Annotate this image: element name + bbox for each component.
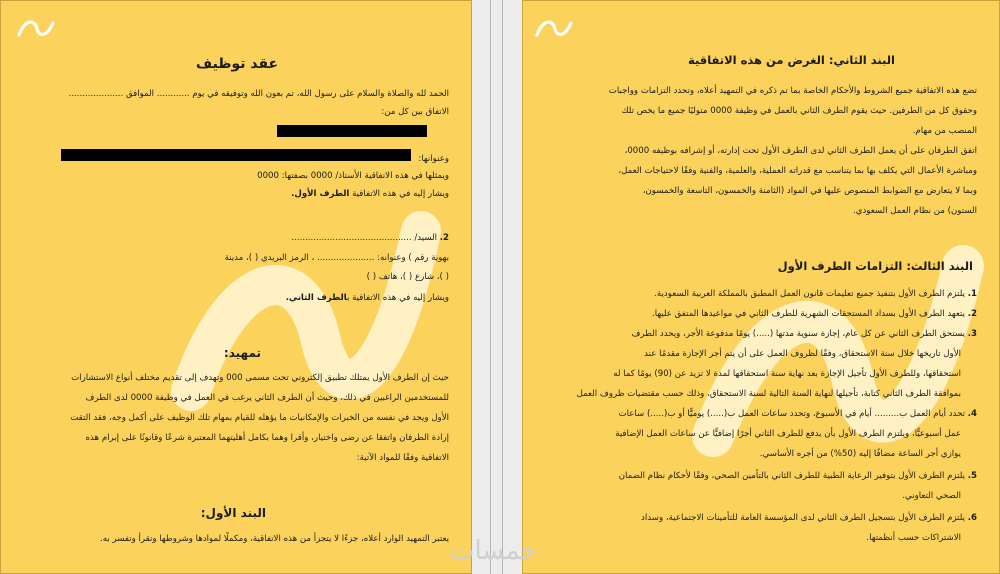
document-page-right	[522, 0, 1000, 574]
clause-2-heading: البند الثاني: الغرض من هذه الاتفاقية	[688, 53, 895, 67]
item-number: 6.	[967, 513, 977, 523]
item-text: الأول تاريخها خلال سنة الاستحقاق، وفقًا لظروف العمل على أن يتم أجر الإجازة مقدمًا عند	[644, 349, 961, 359]
item-text: يلتزم الطرف الأول بتسجيل الطرف الثاني لدى المؤسسة العامة للتأمينات الاجتماعية، وسداد	[641, 513, 966, 523]
preamble-line: الأول ويجد في نفسه من الخبرات والإمكانيات ما يؤهله للقيام بمهام تلك الوظيف على أكمل وجه، فقد التقت	[70, 413, 449, 423]
item-text: بموافقة الطرف الثاني كتابة، تأجيلها لنهاية السنة التالية لسنة الاستحقاق، وذلك حسب مقتضيات ظروف العمل	[576, 389, 961, 399]
parties-intro: الاتفاق بين كل من:	[381, 107, 449, 117]
clause-3-item	[866, 533, 961, 544]
preamble-heading: تمهيد:	[223, 346, 261, 360]
item-text: يوازي أجر الساعة مضافًا إليه (50%) من أجره الأساسي.	[759, 449, 961, 459]
item-number: 1.	[967, 289, 977, 299]
clause-2-line: الستون) من نظام العمل السعودي.	[853, 206, 977, 216]
clause-3-item	[615, 429, 961, 440]
site-watermark: خمسات	[450, 536, 537, 566]
first-party-prefix: ويشار إليه في هذه الاتفاقية	[352, 189, 449, 199]
representative-line: ويمثلها في هذه الاتفاقية الأستاذ/ 0000 بصفتها: 0000	[257, 171, 449, 181]
item-number: 3.	[967, 329, 977, 339]
clause-3-heading: البند الثالث: التزامات الطرف الأول	[777, 259, 973, 273]
second-party-name-line	[291, 233, 449, 244]
item-text: تحدد أيام العمل ب......... أيام في الأسبوع، وتحدد ساعات العمل ب(.....) يوميًّا أو ب(.....) ساعات	[618, 409, 966, 419]
clause-3-item	[631, 329, 977, 340]
page-gutter	[472, 0, 522, 574]
item-text: يستحق الطرف الثاني عن كل عام، إجازة سنوية مدتها (.....) يومًا مدفوعة الأجر، ويحدد الطرف	[631, 329, 966, 339]
item-text: الصحي التعاوني.	[902, 491, 961, 501]
second-party-label: الطرف الثاني.	[285, 293, 347, 303]
clause-3-item	[902, 491, 961, 502]
item-text: عمل أسبوعيًّا، ويلتزم الطرف الأول بأن يدفع للطرف الثاني أجرًا إضافيًّا عن ساعات العمل الإضافية	[615, 429, 961, 439]
clause-3-item	[652, 309, 977, 320]
second-party-line	[286, 293, 449, 304]
gutter-rule	[502, 0, 503, 574]
first-party-line	[291, 189, 449, 200]
clause-2-line: اتفق الطرفان على أن يعمل الطرف الثاني لدى الطرف الأول تحت إدارته، أو إشرافه بوظيفه 0000،	[624, 146, 977, 156]
clause-2-line: ومباشرة الأعمال التي يكلف بها بما يتناسب مع قدراته العملية، والعلمية، والفنية وفقًا لاحتياجات العمل،	[618, 166, 977, 176]
item-text: يلتزم الطرف الأول بتنفيذ جميع تعليمات قانون العمل المطبق بالمملكة العربية السعودية.	[654, 289, 966, 299]
brand-logo-icon	[15, 15, 57, 41]
item-text: يتعهد الطرف الأول بسداد المستحقات الشهرية للطرف الثاني في مواعيدها المتفق عليها.	[652, 309, 966, 319]
preamble-line: حيث إن الطرف الأول يمتلك تطبيق إلكتروني تحت مسمى 000 وتهدف إلى تقديم مختلف أنواع الاستشارات	[71, 373, 449, 383]
clause-3-item	[641, 513, 977, 524]
id-line: بهوية رقم ) وعنوانه: ..................... ، الرمز البريدي ( )، مدينة	[224, 253, 449, 263]
clause-3-item	[619, 409, 977, 420]
clause-3-item	[760, 449, 961, 460]
clause-2-line: وبما لا يتعارض مع الضوابط المنصوص عليها في المواد (الثامنة والخمسون، التاسعة والخمسون،	[642, 186, 977, 196]
clause-2-line: المنصب من مهام.	[912, 126, 977, 136]
item-text: يلتزم الطرف الأول بتوفير الرعاية الطبية للطرف الثاني بالتأمين الصحي، وفقًا لأحكام نظام الضمان	[618, 471, 966, 481]
item-number: 2.	[439, 233, 449, 243]
preamble-line: إرادة الطرفان واتفقا عن رضى واختيار، وأقرا وهما بكامل أهليتهما المعتبرة شرعًا وقانونًا على إبرام هذه	[85, 433, 449, 443]
preamble-line: للمستخدمين الراغبين في ذلك، وحيث أن الطرف الثاني يرغب في العمل في وظيفة 0000 لدى الطرف	[85, 393, 449, 403]
item-number: 5.	[967, 471, 977, 481]
clause-2-line: تضع هذه الاتفاقية جميع الشروط والأحكام الخاصة بما تم ذكره في التمهيد أعلاه، وتحدد التزامات وواجبات	[608, 86, 977, 96]
document-page-left	[0, 0, 472, 574]
brand-logo-icon	[533, 15, 575, 41]
first-party-label: الطرف الأول.	[291, 189, 350, 199]
clause-1-text: يعتبر التمهيد الوارد أعلاه، جزءًا لا يتجزأ من هذه الاتفاقية، ومكملًا لموادها وشروطها وتقرأ وتفسر به.	[100, 534, 449, 544]
preamble-line: الاتفاقية وفقًا للمواد الآتية:	[356, 453, 449, 463]
clause-2-line: وحقوق كل من الطرفين. حيث يقوم الطرف الثاني بالعمل في وظيفة 0000 متوليًا جميع ما يخص تلك	[621, 106, 977, 116]
clause-3-item	[644, 349, 961, 360]
redacted-address	[61, 149, 411, 161]
second-party-name: السيد/ ............................................	[291, 233, 438, 243]
contract-title: عقد توظيف	[195, 56, 279, 72]
clause-3-item	[619, 471, 977, 482]
item-text: الاشتراكات حسب أنظمتها.	[866, 533, 961, 543]
street-line: ( )، شارع ( )، هاتف ( )	[366, 272, 449, 282]
second-party-prefix: ويشار إليه في هذه الاتفاقية ب	[346, 293, 449, 303]
item-number: 4.	[967, 409, 977, 419]
gutter-rule	[490, 0, 491, 574]
clause-3-item	[613, 369, 961, 380]
item-number: 2.	[967, 309, 977, 319]
clause-1-heading: البند الأول:	[200, 506, 266, 520]
item-text: استحقاقها، وللطرف الأول تأجيل الإجازة بعد نهاية سنة استحقاقها لمدة لا تزيد عن (90) يومًا كما له	[613, 369, 961, 379]
clause-3-item	[577, 389, 961, 400]
redacted-party-name	[277, 125, 427, 137]
clause-3-item	[654, 289, 977, 300]
opening-text: الحمد لله والصلاة والسلام على رسول الله، تم بعون الله وتوفيقه في يوم ............ الموافق ....................	[68, 89, 449, 99]
address-label: وعنوانها:	[418, 154, 449, 164]
